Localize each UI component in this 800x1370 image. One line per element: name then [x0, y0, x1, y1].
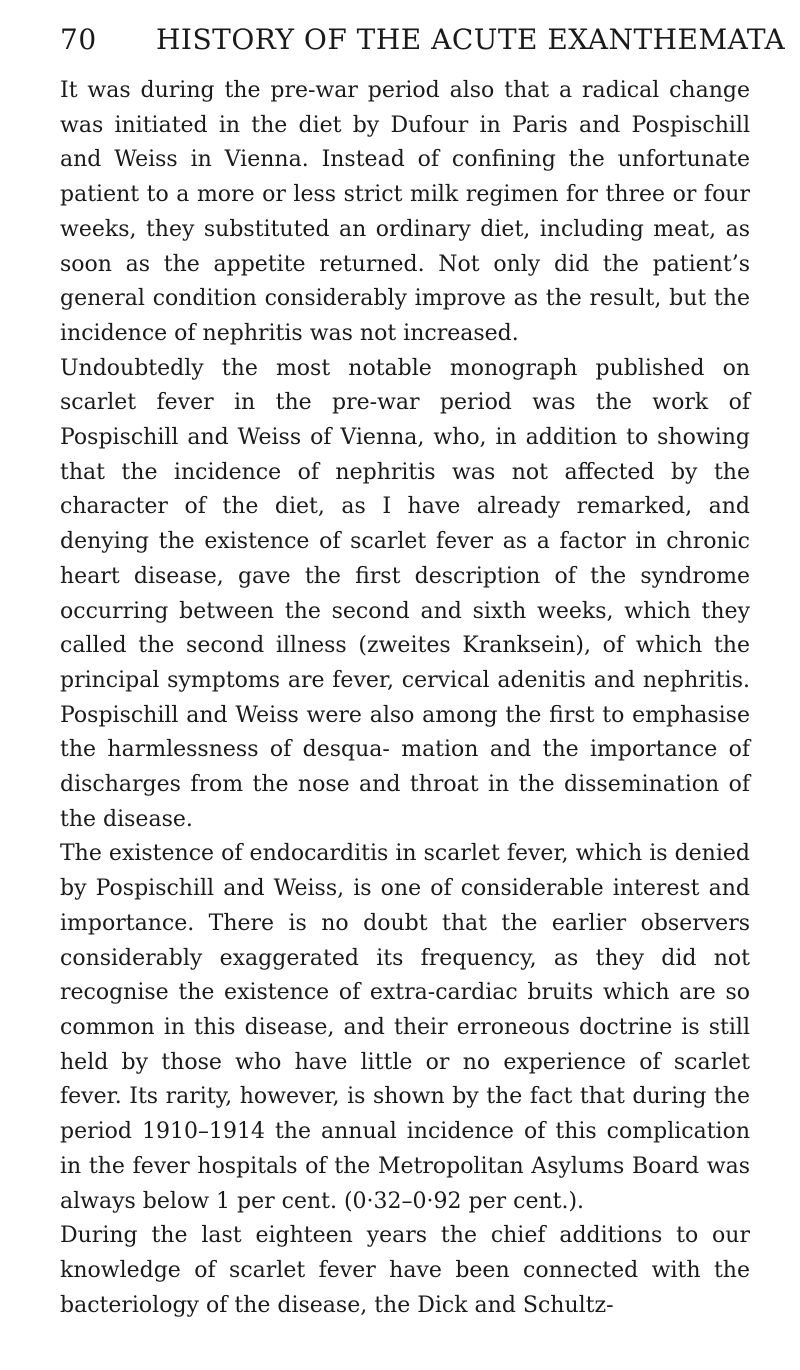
paragraph-monograph: Undoubtedly the most notable monograph published on scarlet fever in the pre-war period was the work of Pospischill and Weiss of Vienna, who, in addition to showing that the incidence of nephritis was not affected by the character of the diet, as I have already remarked, and denying the existence of scarlet fever as a factor in chronic heart disease, gave the first description of the syndrome occurring between the second and sixth weeks, which they called the second illness (zweites Kranksein), of which the principal symptoms are fever, cervical adenitis and nephritis. Pospischill and Weiss were also among the first to emphasise the harmlessness of desqua- mation and the importance of discharges from the nose and throat in the dissemination of the disease. [60, 355, 750, 832]
running-title: HISTORY OF THE ACUTE EXANTHEMATA [156, 23, 786, 56]
paragraph-endocarditis: The existence of endocarditis in scarlet fever, which is denied by Pospischill and Weiss, is one of considerable interest and importance. There is no doubt that the earlier observers considerably exaggerated its frequency, as they did not recognise the existence of extra-cardiac bruits which are so common in this disease, and their erroneous doctrine is still held by those who have little or no experience of scarlet fever. Its rarity, however, is shown by the fact that during the period 1910–1914 the annual incidence of this complication in the fever hospitals of the Metropolitan Asylums Board was always below 1 per cent. (0·32–0·92 per cent.). [60, 841, 750, 1214]
page-number: 70 [60, 23, 97, 56]
paragraph-bacteriology: During the last eighteen years the chief additions to our knowledge of scarlet fever have been connected with the bacteriology of the disease, the Dick and Schultz- [60, 1223, 750, 1318]
book-page [60, 22, 786, 1323]
running-head [60, 22, 786, 58]
paragraph-diet-change: It was during the pre-war period also that a radical change was initiated in the diet by Dufour in Paris and Pospischill and Weiss in Vienna. Instead of confining the unfortunate patient to a more or less strict milk regimen for three or four weeks, they substituted an ordinary diet, including meat, as soon as the appetite returned. Not only did the patient’s general condition considerably improve as the result, but the incidence of nephritis was not increased. [60, 78, 750, 346]
